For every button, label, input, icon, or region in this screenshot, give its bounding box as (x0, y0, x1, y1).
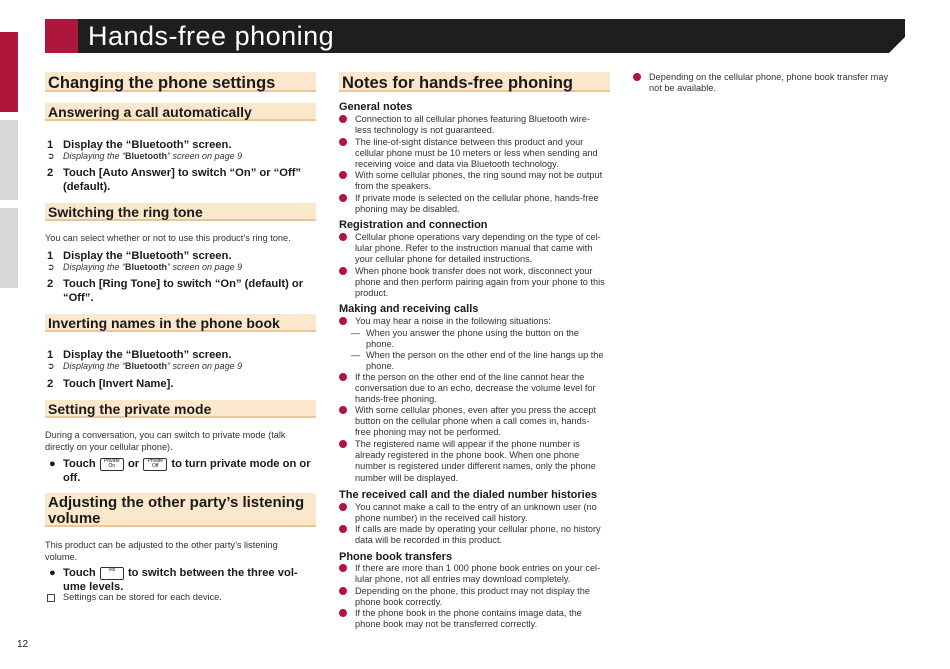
bullet (339, 406, 347, 414)
side-tab (0, 120, 18, 200)
side-tab-active (0, 32, 18, 112)
bullet (633, 73, 641, 81)
step-text: Display the “Bluetooth” screen. (63, 349, 232, 361)
step-number: 1 (47, 139, 54, 151)
heading-general-notes: General notes (339, 101, 413, 113)
bullet (339, 138, 347, 146)
checkbox-icon (47, 594, 55, 602)
heading-invert-names: Inverting names in the phone book (45, 314, 316, 332)
step-number: 1 (47, 349, 54, 361)
header-accent (45, 19, 78, 53)
ref-text[interactable]: Displaying the “Bluetooth” screen on page 9 (63, 262, 243, 272)
bullet (339, 609, 347, 617)
bullet (339, 587, 347, 595)
step-text: Display the “Bluetooth” screen. (63, 250, 232, 262)
bullet (339, 267, 347, 275)
side-tab (0, 208, 18, 288)
step-number: 2 (47, 278, 54, 290)
bullet (339, 233, 347, 241)
arrow-right-icon: ➲ (47, 262, 55, 272)
heading-answering: Answering a call automatically (45, 103, 316, 121)
heading-phone-book-transfers: Phone book transfers (339, 551, 453, 563)
bullet (339, 317, 347, 325)
step-text: Touch [Auto Answer] to switch “On” or “Off” (default). (63, 167, 302, 193)
private-on-icon: Private On (100, 458, 124, 471)
step-number: 2 (47, 167, 54, 179)
bullet (339, 525, 347, 533)
ref-text[interactable]: Displaying the “Bluetooth” screen on page 9 (63, 361, 243, 371)
ref-text[interactable]: Displaying the “Bluetooth” screen on page 9 (63, 151, 243, 161)
bullet (339, 194, 347, 202)
heading-private-mode: Setting the private mode (45, 400, 316, 418)
bullet (339, 503, 347, 511)
ring-intro: You can select whether or not to use this product’s ring tone. (45, 233, 291, 243)
section-title-notes: Notes for hands-free phoning (339, 72, 610, 92)
bullet (339, 373, 347, 381)
private-intro: During a conversation, you can switch to private mode (talk directly on your cellular phone). (45, 430, 286, 452)
step-text: Touch [Ring Tone] to switch “On” (default) or “Off”. (63, 278, 304, 304)
bullet (339, 115, 347, 123)
bullet: ● (49, 458, 56, 470)
volume-intro: This product can be adjusted to the other party’s listening volume. (45, 540, 278, 562)
bullet (339, 171, 347, 179)
page-number: 12 (17, 639, 29, 650)
heading-making-calls: Making and receiving calls (339, 303, 479, 315)
heading-histories: The received call and the dialed number histories (339, 489, 597, 501)
step-text: Display the “Bluetooth” screen. (63, 139, 232, 151)
private-off-icon: Private Off (143, 458, 167, 471)
volume-icon: Vol (100, 567, 124, 580)
heading-listening-volume: Adjusting the other party’s listening volume (45, 493, 316, 527)
heading-registration: Registration and connection (339, 219, 488, 231)
page-title: Hands-free phoning (88, 21, 335, 51)
page-header (45, 19, 905, 53)
bullet (339, 440, 347, 448)
step-number: 2 (47, 378, 54, 390)
arrow-right-icon: ➲ (47, 151, 55, 161)
bullet (339, 564, 347, 572)
bullet: ● (49, 567, 56, 579)
section-title-phone-settings: Changing the phone settings (45, 72, 316, 92)
step-number: 1 (47, 250, 54, 262)
arrow-right-icon: ➲ (47, 361, 55, 371)
step-text: Touch [Invert Name]. (63, 378, 174, 390)
heading-ring-tone: Switching the ring tone (45, 203, 316, 221)
